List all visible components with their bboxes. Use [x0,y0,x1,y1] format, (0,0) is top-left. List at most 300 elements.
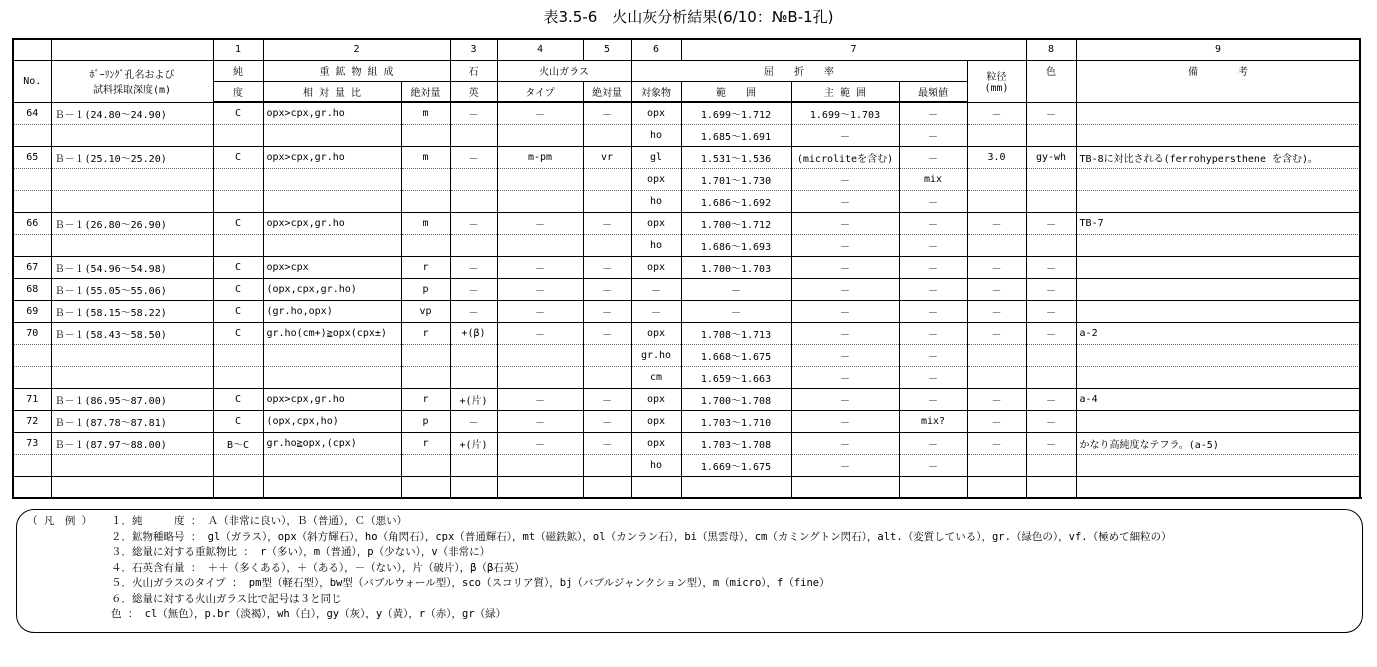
relative-cell [263,234,401,256]
range-cell: 1.701～1.730 [681,168,791,190]
remarks-cell [1076,300,1360,322]
glass-type-cell [497,366,583,388]
row-no [13,454,51,476]
sample-cell [51,366,213,388]
mode-cell: － [899,146,967,168]
main-range-cell: － [791,278,899,300]
main-range-cell: － [791,300,899,322]
remarks-cell: TB-8に対比される(ferrohypersthene を含む)。 [1076,146,1360,168]
header-glass-absolute: 絶対量 [583,81,631,102]
purity-cell: B～C [213,432,263,454]
header-absolute: 絶対量 [401,81,450,102]
mode-cell: mix? [899,410,967,432]
purity-cell [213,344,263,366]
glass-abs-cell [583,124,631,146]
main-range-cell: － [791,256,899,278]
mode-cell: － [899,388,967,410]
quartz-cell [450,366,497,388]
relative-cell: (opx,cpx,gr.ho) [263,278,401,300]
table-row [13,300,1360,322]
purity-cell: C [213,146,263,168]
purity-cell: C [213,278,263,300]
quartz-cell [450,234,497,256]
purity-cell [213,190,263,212]
glass-type-cell [497,190,583,212]
purity-cell [213,234,263,256]
header-quartz-b: 英 [450,81,497,102]
row-no [13,234,51,256]
glass-type-cell: m-pm [497,146,583,168]
range-cell: 1.686～1.693 [681,234,791,256]
grain-cell: － [967,278,1026,300]
remarks-cell [1076,366,1360,388]
relative-cell: gr.ho(cm+)≧opx(cpx±) [263,322,401,344]
header-no: No. [13,60,51,102]
purity-cell: C [213,322,263,344]
sample-cell: Ｂ－１(58.15～58.22) [51,300,213,322]
mode-cell: － [899,256,967,278]
mode-cell: － [899,212,967,234]
target-cell: gl [631,146,681,168]
legend-box [16,509,1363,633]
grain-cell [967,366,1026,388]
purity-cell [213,168,263,190]
mode-cell: － [899,366,967,388]
purity-cell: C [213,256,263,278]
header-color: 色 [1026,60,1076,102]
glass-abs-cell [583,190,631,212]
sample-cell: Ｂ－１(54.96～54.98) [51,256,213,278]
glass-abs-cell: vr [583,146,631,168]
main-range-cell: － [791,322,899,344]
glass-type-cell: － [497,322,583,344]
absolute-cell [401,344,450,366]
quartz-cell: － [450,410,497,432]
table-empty-row [13,476,1360,498]
remarks-cell: a-4 [1076,388,1360,410]
quartz-cell [450,344,497,366]
absolute-cell: vp [401,300,450,322]
header-target: 対象物 [631,81,681,102]
table-subrow [13,234,1360,256]
remarks-cell [1076,190,1360,212]
glass-abs-cell: － [583,388,631,410]
grain-cell: － [967,432,1026,454]
target-cell: opx [631,322,681,344]
row-no: 67 [13,256,51,278]
col-number: 8 [1026,39,1076,60]
main-range-cell: － [791,366,899,388]
range-cell: 1.531～1.536 [681,146,791,168]
grain-cell: － [967,300,1026,322]
quartz-cell: － [450,146,497,168]
relative-cell [263,454,401,476]
sample-cell: Ｂ－１(86.95～87.00) [51,388,213,410]
purity-cell: C [213,212,263,234]
purity-cell: C [213,388,263,410]
absolute-cell [401,190,450,212]
row-no: 66 [13,212,51,234]
legend-line: ２．鉱物種略号 ： gl（ガラス），opx（斜方輝石），ho（角閃石），cpx（普通輝石），mt（磁鉄鉱），ol（カンラン石），bi（黒雲母），cm（カミングトン閃石），alt.（変質している），gr.（緑色の），vf.（極めて細粒の） [111,530,1172,543]
absolute-cell: r [401,256,450,278]
header-glass: 火山ガラス [497,60,631,81]
sample-cell [51,124,213,146]
page-title: 表3.5-6 火山灰分析結果(6/10：№B-1孔) [543,8,834,26]
header-mode: 最頻値 [899,81,967,102]
mode-cell: － [899,300,967,322]
purity-cell: C [213,410,263,432]
header-relative: 相 対 量 比 [263,81,401,102]
purity-cell [213,124,263,146]
sample-cell [51,234,213,256]
absolute-cell: r [401,322,450,344]
legend-line: （ 凡 例 ） １．純 度 ： Ａ（非常に良い），Ｂ（普通），Ｃ（悪い） [27,514,1362,530]
main-range-cell: 1.699～1.703 [791,102,899,124]
target-cell: ho [631,234,681,256]
purity-cell: C [213,300,263,322]
sample-cell [51,190,213,212]
analysis-table [12,38,1361,499]
quartz-cell: － [450,300,497,322]
table-row [13,146,1360,168]
sample-cell: Ｂ－１(26.80～26.90) [51,212,213,234]
sample-cell [51,168,213,190]
target-cell: opx [631,168,681,190]
quartz-cell [450,190,497,212]
glass-abs-cell: － [583,102,631,124]
legend-line: ６．総量に対する火山ガラス比で記号は３と同じ [111,592,342,605]
color-cell: － [1026,300,1076,322]
mode-cell: － [899,322,967,344]
color-cell: － [1026,256,1076,278]
glass-abs-cell: － [583,212,631,234]
table-subrow [13,168,1360,190]
row-no: 64 [13,102,51,124]
header-row [13,60,1360,81]
target-cell: cm [631,366,681,388]
color-cell [1026,168,1076,190]
mode-cell: － [899,124,967,146]
row-no: 73 [13,432,51,454]
mode-cell: － [899,278,967,300]
col-number: 7 [681,39,1026,60]
mode-cell: － [899,432,967,454]
table-row [13,322,1360,344]
legend-line: ４．石英含有量 ： ＋＋（多くある），＋（ある），－（ない），片（破片），β（β石英） [111,561,525,574]
grain-cell [967,124,1026,146]
remarks-cell [1076,278,1360,300]
absolute-cell: m [401,146,450,168]
quartz-cell: － [450,256,497,278]
remarks-cell [1076,410,1360,432]
purity-cell [213,366,263,388]
grain-cell [967,344,1026,366]
relative-cell [263,190,401,212]
row-no: 68 [13,278,51,300]
color-cell [1026,454,1076,476]
quartz-cell [450,124,497,146]
range-cell: 1.699～1.712 [681,102,791,124]
glass-type-cell [497,124,583,146]
glass-abs-cell [583,366,631,388]
glass-abs-cell: － [583,322,631,344]
header-quartz: 石 [450,60,497,81]
relative-cell [263,168,401,190]
glass-type-cell: － [497,388,583,410]
range-cell: 1.700～1.708 [681,388,791,410]
sample-cell [51,454,213,476]
quartz-cell [450,454,497,476]
mode-cell: － [899,190,967,212]
row-no [13,366,51,388]
absolute-cell: m [401,212,450,234]
legend-line: ３．総量に対する重鉱物比 ： r（多い），m（普通），p（少ない），v（非常に） [111,546,491,558]
main-range-cell: － [791,432,899,454]
target-cell: opx [631,102,681,124]
remarks-cell [1076,124,1360,146]
main-range-cell: － [791,344,899,366]
header-remarks: 備 考 [1076,60,1360,102]
range-cell: 1.708～1.713 [681,322,791,344]
row-no [13,124,51,146]
table-subrow [13,124,1360,146]
table-row [13,410,1360,432]
col-number: 5 [583,39,631,60]
header-grain: 粒径 (mm) [967,60,1026,102]
glass-type-cell [497,454,583,476]
column-number-row [13,39,1360,60]
glass-type-cell: － [497,212,583,234]
sample-cell: Ｂ－１(55.05～55.06) [51,278,213,300]
main-range-cell: － [791,410,899,432]
table-body [13,102,1360,498]
main-range-cell: － [791,168,899,190]
relative-cell: opx>cpx,gr.ho [263,212,401,234]
purity-cell [213,454,263,476]
target-cell: opx [631,410,681,432]
absolute-cell [401,454,450,476]
glass-type-cell: － [497,102,583,124]
remarks-cell [1076,256,1360,278]
header-sample: ﾎﾞｰﾘﾝｸﾞ孔名および 試料採取深度(m) [51,60,213,102]
table-subrow [13,344,1360,366]
main-range-cell: － [791,388,899,410]
absolute-cell: r [401,432,450,454]
relative-cell [263,124,401,146]
grain-cell: － [967,212,1026,234]
color-cell: － [1026,212,1076,234]
relative-cell [263,366,401,388]
header-purity-b: 度 [213,81,263,102]
glass-type-cell [497,344,583,366]
range-cell: 1.686～1.692 [681,190,791,212]
absolute-cell [401,366,450,388]
color-cell [1026,190,1076,212]
col-number: 2 [263,39,450,60]
table-subrow [13,454,1360,476]
sample-cell [51,344,213,366]
remarks-cell: TB-7 [1076,212,1360,234]
relative-cell: opx>cpx,gr.ho [263,146,401,168]
col-number: 9 [1076,39,1360,60]
color-cell: gy-wh [1026,146,1076,168]
main-range-cell: (microliteを含む) [791,146,899,168]
glass-abs-cell [583,454,631,476]
absolute-cell: m [401,102,450,124]
target-cell: gr.ho [631,344,681,366]
range-cell: 1.669～1.675 [681,454,791,476]
color-cell [1026,366,1076,388]
glass-abs-cell: － [583,432,631,454]
relative-cell: opx>cpx,gr.ho [263,388,401,410]
main-range-cell: － [791,190,899,212]
purity-cell: C [213,102,263,124]
range-cell: 1.659～1.663 [681,366,791,388]
row-no: 69 [13,300,51,322]
mode-cell: － [899,102,967,124]
range-cell: － [681,278,791,300]
target-cell: ho [631,124,681,146]
absolute-cell: p [401,278,450,300]
glass-type-cell [497,234,583,256]
quartz-cell: － [450,102,497,124]
row-no [13,344,51,366]
quartz-cell: － [450,212,497,234]
relative-cell: opx>cpx [263,256,401,278]
sample-cell: Ｂ－１(24.80～24.90) [51,102,213,124]
quartz-cell: +(β) [450,322,497,344]
header-range: 範 囲 [681,81,791,102]
color-cell: － [1026,432,1076,454]
header-heavy-mineral: 重 鉱 物 組 成 [263,60,450,81]
row-no: 65 [13,146,51,168]
glass-abs-cell [583,234,631,256]
quartz-cell: +(片) [450,432,497,454]
target-cell: ho [631,454,681,476]
col-number: 1 [213,39,263,60]
table-row [13,278,1360,300]
row-no [13,190,51,212]
grain-cell: 3.0 [967,146,1026,168]
quartz-cell: － [450,278,497,300]
mode-cell: － [899,454,967,476]
table-row [13,388,1360,410]
main-range-cell: － [791,454,899,476]
color-cell: － [1026,322,1076,344]
row-no: 71 [13,388,51,410]
remarks-cell [1076,454,1360,476]
row-no: 70 [13,322,51,344]
glass-type-cell: － [497,278,583,300]
sample-cell: Ｂ－１(25.10～25.20) [51,146,213,168]
glass-abs-cell: － [583,256,631,278]
absolute-cell: r [401,388,450,410]
color-cell: － [1026,388,1076,410]
relative-cell: (opx,cpx,ho) [263,410,401,432]
quartz-cell [450,168,497,190]
color-cell: － [1026,102,1076,124]
glass-type-cell [497,168,583,190]
header-refraction: 屈 折 率 [631,60,967,81]
main-range-cell: － [791,212,899,234]
target-cell: opx [631,256,681,278]
color-cell: － [1026,278,1076,300]
range-cell: 1.668～1.675 [681,344,791,366]
grain-cell: － [967,410,1026,432]
glass-type-cell: － [497,256,583,278]
header-main-range: 主 範 囲 [791,81,899,102]
glass-type-cell: － [497,410,583,432]
remarks-cell [1076,102,1360,124]
col-number: 3 [450,39,497,60]
table-row [13,102,1360,124]
header-glass-type: タイプ [497,81,583,102]
legend-line: 色 ： cl（無色），p.br（淡褐），wh（白），gy（灰），y（黄），r（赤），gr（緑） [111,608,507,620]
target-cell: ho [631,190,681,212]
color-cell: － [1026,410,1076,432]
target-cell: opx [631,432,681,454]
remarks-cell [1076,168,1360,190]
relative-cell [263,344,401,366]
absolute-cell [401,124,450,146]
absolute-cell: p [401,410,450,432]
table-subrow [13,190,1360,212]
target-cell: opx [631,388,681,410]
sample-cell: Ｂ－１(87.97～88.00) [51,432,213,454]
glass-abs-cell [583,344,631,366]
row-no: 72 [13,410,51,432]
table-subrow [13,366,1360,388]
grain-cell: － [967,388,1026,410]
header-purity: 純 [213,60,263,81]
remarks-cell [1076,234,1360,256]
remarks-cell [1076,344,1360,366]
remarks-cell: a-2 [1076,322,1360,344]
target-cell: opx [631,212,681,234]
legend-line: ５．火山ガラスのタイプ ： pm型（軽石型），bw型（バブルウォール型），sco（スコリア質），bj（バブルジャンクション型），m（micro），f（fine） [111,577,830,589]
glass-abs-cell [583,168,631,190]
grain-cell [967,454,1026,476]
remarks-cell: かなり高純度なテフラ。(a-5) [1076,432,1360,454]
table-row [13,256,1360,278]
quartz-cell: +(片) [450,388,497,410]
row-no [13,168,51,190]
target-cell: － [631,278,681,300]
grain-cell: － [967,256,1026,278]
relative-cell: (gr.ho,opx) [263,300,401,322]
relative-cell: opx>cpx,gr.ho [263,102,401,124]
main-range-cell: － [791,234,899,256]
col-number: 6 [631,39,681,60]
col-number: 4 [497,39,583,60]
grain-cell [967,234,1026,256]
grain-cell: － [967,322,1026,344]
range-cell: 1.700～1.703 [681,256,791,278]
glass-type-cell: － [497,300,583,322]
grain-cell: － [967,102,1026,124]
color-cell [1026,344,1076,366]
sample-cell: Ｂ－１(87.78～87.81) [51,410,213,432]
color-cell [1026,234,1076,256]
range-cell: 1.703～1.708 [681,432,791,454]
glass-abs-cell: － [583,278,631,300]
grain-cell [967,190,1026,212]
range-cell: 1.703～1.710 [681,410,791,432]
sample-cell: Ｂ－１(58.43～58.50) [51,322,213,344]
glass-type-cell: － [497,432,583,454]
absolute-cell [401,168,450,190]
range-cell: 1.685～1.691 [681,124,791,146]
